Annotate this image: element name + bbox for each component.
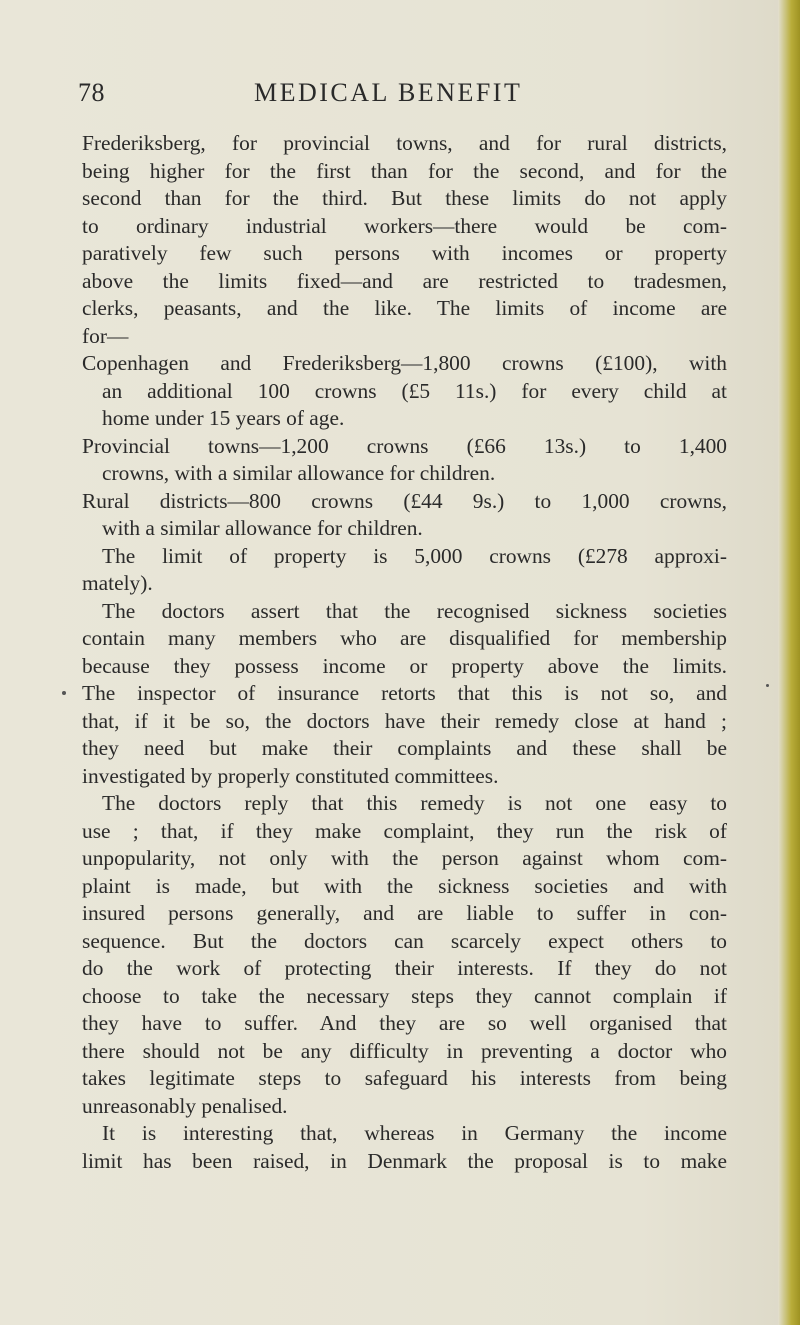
text-line: second than for the third. But these limits do not apply	[82, 186, 727, 210]
text-line: limit has been raised, in Denmark the proposal is to make	[82, 1148, 727, 1173]
text-line: clerks, peasants, and the like. The limits of income are	[82, 296, 727, 320]
running-head: MEDICAL BENEFIT	[254, 78, 523, 107]
text-line: Rural districts—800 crowns (£44 9s.) to 1,000 crowns,	[82, 488, 727, 513]
text-line: that, if it be so, the doctors have their remedy close at hand ;	[82, 708, 727, 733]
text-line: contain many members who are disqualified for membership	[82, 626, 727, 650]
text-line: The doctors assert that the recognised sickness societies	[102, 598, 727, 623]
text-line: because they possess income or property above the limits.	[82, 653, 727, 678]
text-line: Copenhagen and Frederiksberg—1,800 crowns (£100), with	[82, 351, 727, 375]
text-line: It is interesting that, whereas in Germany the income	[102, 1121, 727, 1145]
text-line: The limit of property is 5,000 crowns (£278 approxi-	[102, 543, 727, 568]
margin-speck	[62, 691, 66, 695]
text-line: choose to take the necessary steps they cannot complain if	[82, 983, 727, 1008]
page-edge	[778, 0, 800, 1325]
text-line: use ; that, if they make complaint, they run the risk of	[82, 818, 727, 843]
text-line: paratively few such persons with incomes or property	[82, 241, 727, 265]
page-number: 78	[78, 78, 105, 107]
text-line: crowns, with a similar allowance for children.	[102, 461, 496, 485]
text-line: unreasonably penalised.	[82, 1093, 288, 1118]
text-line: do the work of protecting their interests. If they do not	[82, 956, 727, 980]
text-line: there should not be any difficulty in preventing a doctor who	[82, 1038, 727, 1063]
text-line: The doctors reply that this remedy is not one easy to	[102, 791, 727, 815]
text-line: plaint is made, but with the sickness societies and with	[82, 873, 727, 898]
text-line: they have to suffer. And they are so well organised that	[82, 1011, 727, 1035]
margin-speck	[766, 684, 769, 687]
text-line: they need but make their complaints and these shall be	[82, 736, 727, 760]
page-header	[78, 78, 738, 114]
text-line: insured persons generally, and are liable to suffer in con-	[82, 901, 727, 925]
text-line: The inspector of insurance retorts that this is not so, and	[82, 681, 727, 705]
text-line: for—	[82, 323, 129, 348]
text-line: to ordinary industrial workers—there would be com-	[82, 213, 727, 238]
text-line: an additional 100 crowns (£5 11s.) for every child at	[102, 378, 727, 403]
text-line: sequence. But the doctors can scarcely expect others to	[82, 928, 727, 953]
text-line: Provincial towns—1,200 crowns (£66 13s.) to 1,400	[82, 433, 727, 458]
body-text	[82, 130, 727, 1175]
text-line: mately).	[82, 571, 153, 595]
text-line: unpopularity, not only with the person against whom com-	[82, 846, 727, 870]
text-line: with a similar allowance for children.	[102, 516, 423, 540]
text-line: takes legitimate steps to safeguard his interests from being	[82, 1066, 727, 1090]
text-line: being higher for the first than for the second, and for the	[82, 158, 727, 183]
text-line: above the limits fixed—and are restricted to tradesmen,	[82, 268, 727, 293]
text-line: Frederiksberg, for provincial towns, and for rural districts,	[82, 131, 727, 155]
text-line: home under 15 years of age.	[102, 406, 345, 430]
text-line: investigated by properly constituted committees.	[82, 763, 499, 788]
